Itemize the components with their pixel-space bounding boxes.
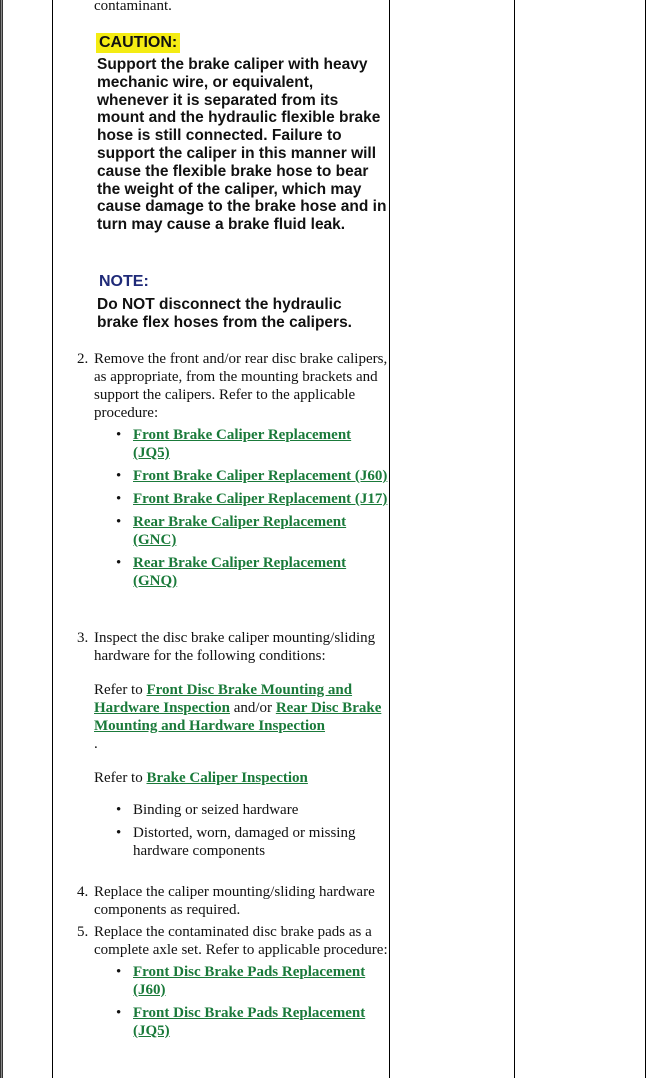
step-4: [77, 883, 389, 919]
step-3: [77, 629, 389, 865]
table-border-left: [52, 0, 53, 1078]
procedure-link-list: [94, 963, 389, 1040]
link-front-pads-jq5[interactable]: Front Disc Brake Pads Replacement (JQ5): [133, 1005, 366, 1039]
list-item: [116, 513, 389, 549]
link-front-pads-j60[interactable]: Front Disc Brake Pads Replacement (J60): [133, 964, 366, 998]
link-front-caliper-j60[interactable]: Front Brake Caliper Replacement (J60): [133, 468, 388, 484]
table-border-col1: [389, 0, 390, 1078]
list-item: [116, 554, 389, 590]
step-2: [77, 350, 389, 595]
caution-text: Support the brake caliper with heavy mechanic wire, or equivalent, whenever it is separated from its mount and the hydraulic flexible brake hose is still connected. Failure to support the caliper in this manner will cause the flexible brake hose to bear the weight of the caliper, which may cause damage to the brake hose and in turn may cause a brake fluid leak.: [97, 56, 387, 234]
step-number: 5.: [77, 924, 89, 940]
refer-paragraph-2: [94, 769, 389, 787]
step-text: Replace the contaminated disc brake pads as a complete axle set. Refer to applicable procedure:: [94, 924, 388, 958]
refer-paragraph-1: [94, 681, 389, 753]
lead-text: contaminant.: [94, 0, 172, 14]
step-number: 4.: [77, 884, 89, 900]
step-text: Inspect the disc brake caliper mounting/sliding hardware for the following conditions:: [94, 630, 376, 664]
refer-connector: and/or: [229, 700, 276, 716]
list-item: [116, 1004, 389, 1040]
list-item: [116, 467, 389, 485]
step-number: 2.: [77, 351, 89, 367]
condition-list: [94, 801, 389, 860]
link-rear-caliper-gnc[interactable]: Rear Brake Caliper Replacement (GNC): [133, 514, 347, 548]
caution-label: CAUTION:: [96, 33, 180, 53]
page-left-border: [0, 0, 3, 1078]
list-item: [116, 963, 389, 999]
step-text: Replace the caliper mounting/sliding hardware components as required.: [94, 884, 375, 918]
list-item: [116, 426, 389, 462]
list-item: [116, 490, 389, 508]
link-front-caliper-j17[interactable]: Front Brake Caliper Replacement (J17): [133, 491, 388, 507]
link-rear-caliper-gnq[interactable]: Rear Brake Caliper Replacement (GNQ): [133, 555, 347, 589]
procedure-link-list: [94, 426, 389, 590]
link-brake-caliper-inspection[interactable]: Brake Caliper Inspection: [146, 770, 308, 786]
table-border-right: [645, 0, 646, 1078]
note-label: NOTE:: [99, 273, 149, 290]
list-item: • Binding or seized hardware: [116, 801, 389, 819]
link-front-caliper-jq5[interactable]: Front Brake Caliper Replacement (JQ5): [133, 427, 352, 461]
step-text: Remove the front and/or rear disc brake calipers, as appropriate, from the mounting brackets and support the calipers. Refer to the applicable procedure:: [94, 351, 388, 421]
table-border-col2: [514, 0, 515, 1078]
step-5: [77, 923, 389, 1045]
list-item: • Distorted, worn, damaged or missing hardware components: [116, 824, 389, 860]
refer-prefix: Refer to: [94, 682, 147, 698]
link-rear-mounting-inspection[interactable]: Rear Disc Brake Mounting and Hardware Inspection: [94, 700, 382, 734]
step-number: 3.: [77, 630, 89, 646]
link-front-mounting-inspection[interactable]: Front Disc Brake Mounting and Hardware Inspection: [94, 682, 353, 716]
note-text: Do NOT disconnect the hydraulic brake flex hoses from the calipers.: [97, 296, 352, 331]
refer-prefix: Refer to: [94, 770, 147, 786]
refer-suffix: .: [94, 736, 98, 752]
